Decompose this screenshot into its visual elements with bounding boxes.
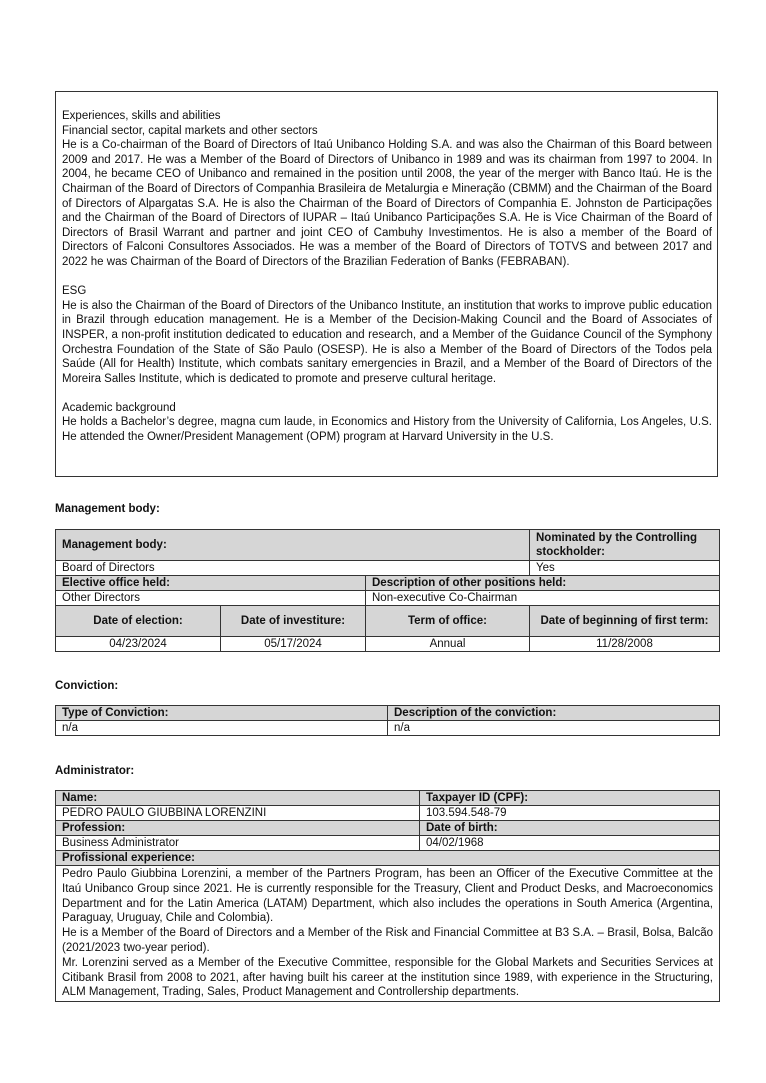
investiture-date-label: Date of investiture: [221, 606, 366, 637]
experience-text [56, 866, 720, 1002]
conviction-description-label: Description of the conviction: [388, 706, 720, 721]
election-date-label: Date of election: [56, 606, 221, 637]
first-term-value: 11/28/2008 [530, 637, 720, 652]
experience-paragraph-3: Mr. Lorenzini served as a Member of the Executive Committee, responsible for the Global Markets and Securities Services at Citibank Brasil from 2008 to 2021, after having built his career at the institution since 1989, with experience in the Structuring, ALM Management, Trading, Sales, Product Management and Controllership departments. [62, 956, 713, 999]
other-positions-label: Description of other positions held: [366, 576, 720, 591]
management-body-value: Board of Directors [56, 561, 530, 576]
esg-heading: ESG [62, 285, 87, 298]
conviction-table [55, 705, 720, 736]
management-section-title: Management body: [55, 503, 160, 515]
birth-date-label: Date of birth: [420, 821, 720, 836]
conviction-description-value: n/a [388, 721, 720, 736]
conviction-section-title: Conviction: [55, 680, 119, 692]
academic-heading: Academic background [62, 401, 176, 414]
esg-paragraph: He is also the Chairman of the Board of Directors of the Unibanco Institute, an institution that works to improve public education in Brazil through education management. He is a Member of the Decision-Making Council and the Board of Associates of INSPER, a non-profit institution dedicated to education and research, and a Member of the Guidance Council of the Symphony Orchestra Foundation of the State of São Paulo (OSESP). He is also a Member of the Board of Directors of the Todos pela Saúde (All for Health) Institute, which combats sanitary emergencies in Brazil, and a Member of the Board of Directors of the Moreira Salles Institute, which is dedicated to promote and preserve cultural heritage. [62, 299, 712, 385]
birth-date-value: 04/02/1968 [420, 836, 720, 851]
term-label: Term of office: [366, 606, 530, 637]
management-table [55, 529, 720, 652]
name-label: Name: [56, 791, 420, 806]
nominated-label: Nominated by the Controlling stockholder: [530, 530, 720, 561]
first-term-label: Date of beginning of first term: [530, 606, 720, 637]
profession-label: Profession: [56, 821, 420, 836]
elective-office-value: Other Directors [56, 591, 366, 606]
name-value: PEDRO PAULO GIUBBINA LORENZINI [56, 806, 420, 821]
term-value: Annual [366, 637, 530, 652]
elective-office-label: Elective office held: [56, 576, 366, 591]
cpf-label: Taxpayer ID (CPF): [420, 791, 720, 806]
bio-paragraph: He is a Co-chairman of the Board of Directors of Itaú Unibanco Holding S.A. and was also the Chairman of this Board between 2009 and 2017. He was a Member of the Board of Directors of Unibanco in 1989 and was its chairman from 1997 to 2004. In 2004, he became CEO of Unibanco and remained in the position until 2008, the year of the merger with Banco Itaú. He is the Chairman of the Board of Directors of Companhia Brasileira de Metalurgia e Mineração (CBMM) and the Chairman of the Board of Directors of Alpargatas S.A. He is also the Chairman of the Board of Directors of Companhia E. Johnston de Participações and the Chairman of the Board of Directors of IUPAR – Itaú Unibanco Participações S.A. He is Vice Chairman of the Board of Directors of Brasil Warrant and partner and joint CEO of Cambuhy Investimentos. He is also a member of the Board of Directors of Falconi Consultores Associados. He was a member of the Board of Directors of TOTVS and between 2017 and 2022 he was Chairman of the Board of Directors of the Brazilian Federation of Banks (FEBRABAN). [62, 139, 712, 268]
investiture-date-value: 05/17/2024 [221, 637, 366, 652]
management-body-label: Management body: [56, 530, 530, 561]
nominated-value: Yes [530, 561, 720, 576]
conviction-type-label: Type of Conviction: [56, 706, 388, 721]
experience-heading: Experiences, skills and abilities [62, 110, 221, 122]
other-positions-value: Non-executive Co-Chairman [366, 591, 720, 606]
cpf-value: 103.594.548-79 [420, 806, 720, 821]
experience-label: Profissional experience: [56, 851, 720, 866]
election-date-value: 04/23/2024 [56, 637, 221, 652]
experience-paragraph-1: Pedro Paulo Giubbina Lorenzini, a member of the Partners Program, has been an Officer of the Executive Committee at the Itaú Unibanco Group since 2021. He is currently responsible for the Treasury, Client and Product Desks, and Macroeconomics Department and for the Latin America (LATAM) Department, which also includes the operations in South America (Argentina, Paraguay, Uruguay, Chile and Colombia). [62, 868, 713, 925]
experience-paragraph-2: He is a Member of the Board of Directors and a Member of the Risk and Financial Committee at B3 S.A. – Brasil, Bolsa, Balcão (2021/2023 two-year period). [62, 927, 713, 954]
administrator-section-title: Administrator: [55, 765, 135, 777]
conviction-type-value: n/a [56, 721, 388, 736]
profession-value: Business Administrator [56, 836, 420, 851]
sector-heading: Financial sector, capital markets and other sectors [62, 124, 318, 137]
bio-box [55, 91, 718, 477]
administrator-table [55, 790, 720, 1002]
academic-paragraph: He holds a Bachelor’s degree, magna cum laude, in Economics and History from the University of California, Los Angeles, U.S. He attended the Owner/President Management (OPM) program at Harvard University in the U.S. [62, 416, 712, 444]
